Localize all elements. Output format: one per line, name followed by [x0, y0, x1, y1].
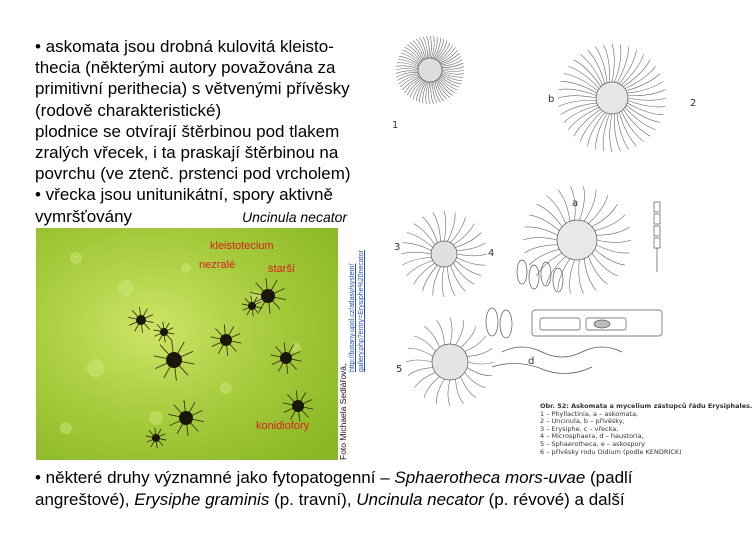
figure-number: 2 [690, 98, 697, 109]
bottom-text-block [35, 467, 715, 511]
text-line: plodnice se otvírají štěrbinou pod tlakem [35, 121, 340, 141]
label-nezrale: nezralé [199, 259, 236, 271]
figure-letter: d [528, 356, 535, 367]
bottom-line-2 [35, 489, 715, 511]
text-line: povrchu (ve ztenč. prstenci pod vrcholem) [35, 164, 351, 184]
figure-number: 3 [394, 242, 401, 253]
bottom-text-prefix: • některé druhy významné jako fytopatogenní – [35, 468, 395, 487]
label-starsi: starší [268, 263, 295, 275]
species-name: Erysiphe graminis [134, 490, 270, 509]
bottom-line-1 [35, 467, 715, 489]
species-name: Uncinula necator [356, 490, 484, 509]
figure-number: 5 [396, 364, 403, 375]
figure-letter: a [572, 198, 579, 209]
legend-row: 3 – Erysiphe, c – vřecka, [540, 424, 619, 433]
microscope-photo [36, 228, 338, 460]
legend-row: 2 – Uncinula, b – přívěsky, [540, 417, 625, 426]
legend-title: Obr. 52: Askomata a mycelium zástupců řádu Erysiphales. [540, 402, 753, 410]
species-name: Sphaerotheca mors-uvae [394, 468, 586, 487]
figure-number: 4 [488, 248, 495, 259]
text-line: • askomata jsou drobná kulovitá kleisto- [35, 37, 334, 56]
text-line: • vřecka jsou unitunikátní, spory aktivně [35, 185, 333, 205]
common-name: (padlí [585, 468, 633, 487]
common-name: (p. travní), [269, 490, 357, 509]
species-caption: Uncinula necator [242, 209, 348, 225]
legend-row: 4 – Microsphaera, d – haustoria, [540, 432, 644, 441]
legend-row: 6 – přívěsky rodu Oidium (podle KENDRICK) [540, 447, 682, 456]
label-kleistotecium: kleistotecium [210, 240, 274, 252]
text-line: vymršťovány [35, 206, 133, 226]
text-line: zralých vřecek, i ta praskají štěrbinou na [35, 143, 339, 163]
photo-credit-author: Foto Michaela Sedlářová, [338, 363, 348, 460]
common-name: (p. révové) a další [483, 490, 625, 509]
ascomata-line-drawing [372, 22, 710, 460]
text-line: thecia (některými autory považována za [35, 58, 336, 78]
text-line: (rodově charakteristické) [35, 100, 222, 120]
figure-legend [540, 403, 753, 456]
text-line: primitivní perithecia) s větvenými přívěsky [35, 79, 350, 99]
main-text-block [35, 36, 385, 227]
figure-number: 1 [392, 120, 399, 131]
legend-row: 5 – Sphaerotheca, e – askospory [540, 439, 646, 448]
figure-letter: b [548, 94, 555, 105]
legend-row: 1 – Phyllactinia, a – askomata, [540, 409, 639, 418]
label-konidiofory: konidiofory [256, 420, 310, 432]
photo-credit-link[interactable]: http://botany.upol.cz/atlasy/system/ [349, 263, 356, 372]
photo-credit-link-2[interactable]: gallery.php?entry=Erysiphe%20necator [358, 250, 365, 372]
erysiphales-drawing [372, 22, 710, 460]
common-name: angreštové), [35, 490, 135, 509]
